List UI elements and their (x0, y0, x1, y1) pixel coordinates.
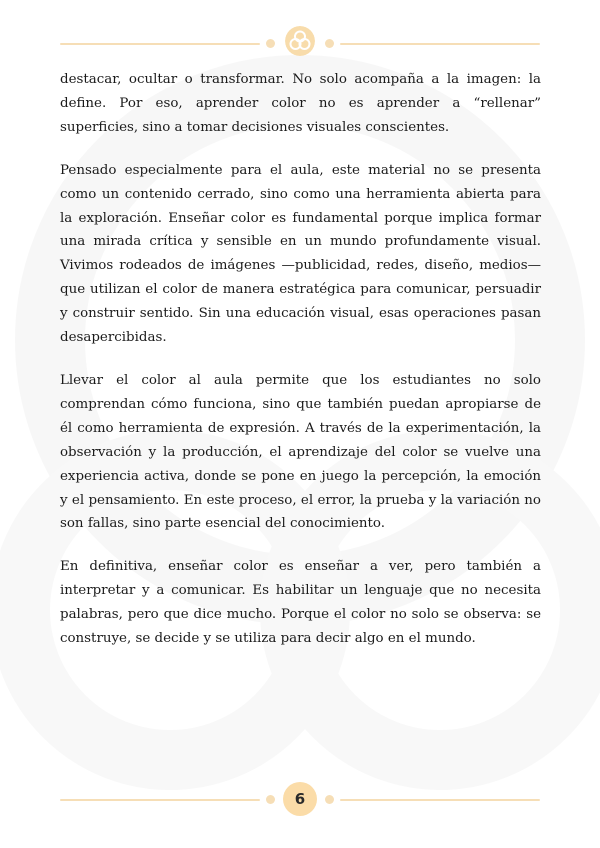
header-rule-line-left (60, 43, 260, 45)
paragraph-1: destacar, ocultar o transformar. No solo acompaña a la imagen: la define. Por eso, aprender color no es aprender a “rellenar” superficies, sino a tomar decisiones visuales conscientes. (60, 72, 541, 135)
page-body (60, 68, 541, 670)
paragraph-4: En definitiva, enseñar color es enseñar a ver, pero también a interpretar y a comunicar. Es habilitar un lenguaje que no necesita palabras, pero que dice mucho. Porque el color no solo se observa: se construye, se decide y se utiliza para decir algo en el mundo. (60, 559, 541, 647)
header-rule (60, 32, 540, 56)
footer-rule (60, 788, 540, 812)
paragraph-3: Llevar el color al aula permite que los estudiantes no solo comprendan cómo funciona, sino que también puedan apropiarse de él como herramienta de expresión. A través de la experimentación, la observación y la producción, el aprendizaje del color se vuelve una experiencia activa, donde se pone en juego la percepción, la emoción y el pensamiento. En este proceso, el error, la prueba y la variación no son fallas, sino parte esencial del conocimiento. (60, 372, 541, 532)
footer-rule-line-left (60, 799, 260, 801)
footer-rule-line-right (340, 799, 540, 801)
tri-circle-logo-icon (285, 26, 315, 56)
footer-rule-dot-right (325, 795, 334, 804)
header-rule-dot-right (325, 39, 334, 48)
header-rule-line-right (340, 43, 540, 45)
paragraph-2: Pensado especialmente para el aula, este material no se presenta como un contenido cerrado, sino como una herramienta abierta para la exploración. Enseñar color es fundamental porque implica formar una mirada crítica y sensible en un mundo profundamente visual. Vivimos rodeados de imágenes —publicidad, redes, diseño, medios— que utilizan el color de manera estratégica para comunicar, persuadir y construir sentido. Sin una educación visual, esas operaciones pasan desapercibidas. (60, 162, 541, 346)
page-number-badge: 6 (283, 782, 317, 816)
header-rule-dot-left (266, 39, 275, 48)
footer-rule-dot-left (266, 795, 275, 804)
